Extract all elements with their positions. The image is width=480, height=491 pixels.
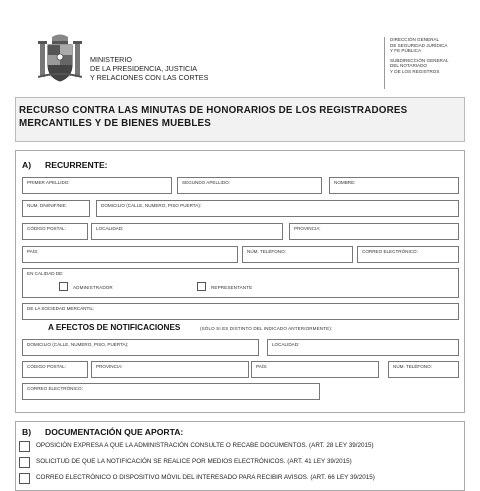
notif-pais-field[interactable] [251, 361, 379, 378]
nombre-field[interactable] [329, 177, 459, 194]
field-label: PAÍS: [27, 249, 39, 254]
sg-line: DEL NOTARIADO [390, 63, 428, 69]
sg-line: SUBDIRECCIÓN GENERAL [390, 57, 449, 63]
section-b-letter: B) [22, 427, 32, 437]
representante-label: REPRESENTANTE [211, 285, 253, 290]
field-label: CÓDIGO POSTAL: [27, 364, 66, 369]
section-b-heading: DOCUMENTACIÓN QUE APORTA: [45, 427, 184, 437]
administrador-checkbox[interactable] [59, 282, 68, 291]
dg-line: Y FE PÚBLICA [390, 48, 422, 54]
directorate-box [384, 37, 464, 89]
field-label: NOMBRE: [334, 180, 356, 185]
field-label: EN CALIDAD DE: [27, 271, 64, 276]
domicilio-field[interactable] [96, 200, 459, 217]
field-label: DOMICILIO (CALLE, NUMERO, PISO, PUERTA): [27, 342, 129, 347]
doc-item [19, 472, 459, 485]
segundo-apellido-field[interactable] [177, 177, 322, 194]
field-label: CORREO ELECTRÓNICO: [27, 386, 83, 391]
sg-line: Y DE LOS REGISTROS [390, 68, 440, 74]
en-calidad-field [22, 268, 459, 298]
notif-localidad-field[interactable] [267, 339, 459, 356]
field-label: NÚM. TELÉFONO: [393, 364, 432, 369]
correo-field[interactable] [357, 246, 459, 263]
notif-codigo-postal-field[interactable] [22, 361, 88, 378]
title-line: MERCANTILES Y DE BIENES MUEBLES [19, 117, 212, 129]
field-label: LOCALIDAD: [96, 226, 124, 231]
field-label: CÓDIGO POSTAL: [27, 226, 66, 231]
notif-domicilio-field[interactable] [22, 339, 259, 356]
dg-line: DIRECCIÓN GENERAL [390, 37, 440, 42]
dni-field[interactable] [22, 200, 90, 217]
doc-item-label: OPOSICIÓN EXPRESA A QUE LA ADMINISTRACIÓN CONSULTE O RECABE DOCUMENTOS. (ART. 28 LEY 39/2015) [36, 442, 374, 449]
notificaciones-note: (SÓLO SI ES DISTINTO DEL INDICADO ANTERIORMENTE): [200, 326, 333, 331]
representante-checkbox[interactable] [197, 282, 206, 291]
ministry-line: MINISTERIO [90, 55, 132, 64]
notif-telefono-field[interactable] [388, 361, 459, 378]
ministry-line: Y RELACIONES CON LAS CORTES [90, 73, 209, 82]
field-label: SEGUNDO APELLIDO: [182, 180, 230, 185]
field-label: NÚM. TELÉFONO: [247, 249, 286, 254]
sociedad-field[interactable] [22, 303, 459, 320]
doc-item-label: CORREO ELECTRÓNICO O DISPOSITIVO MÓVIL DEL INTERESADO PARA RECIBIR AVISOS. (ART. 66 LEY 39/2015) [36, 474, 375, 481]
field-label: NUM. DNI/NIF/NIE: [27, 203, 67, 208]
ministry-name [90, 55, 208, 82]
field-label: DOMICILIO (CALLE, NUMERO, PISO PUERTA): [101, 203, 202, 208]
administrador-label: ADMINISTRADOR [73, 285, 113, 290]
provincia-field[interactable] [289, 223, 459, 240]
pais-field[interactable] [22, 246, 238, 263]
field-label: PROVINCIA: [294, 226, 321, 231]
field-label: PROVINCIA: [96, 364, 123, 369]
field-label: LOCALIDAD: [272, 342, 300, 347]
doc-item-checkbox[interactable] [19, 441, 30, 452]
telefono-field[interactable] [242, 246, 353, 263]
doc-item [19, 440, 459, 453]
field-label: PAÍS: [256, 364, 268, 369]
notif-provincia-field[interactable] [91, 361, 249, 378]
primer-apellido-field[interactable] [22, 177, 172, 194]
notificaciones-heading: A EFECTOS DE NOTIFICACIONES [48, 323, 181, 332]
field-label: DE LA SOCIEDAD MERCANTIL: [27, 306, 95, 311]
form-title-box [15, 97, 465, 142]
ministry-line: DE LA PRESIDENCIA, JUSTICIA [90, 64, 198, 73]
notif-correo-field[interactable] [22, 383, 320, 400]
field-label: CORREO ELECTRÓNICO: [362, 249, 418, 254]
codigo-postal-field[interactable] [22, 223, 88, 240]
field-label: PRIMER APELLIDO: [27, 180, 70, 185]
doc-item-checkbox[interactable] [19, 473, 30, 484]
doc-item-label: SOLICITUD DE QUE LA NOTIFICACIÓN SE REALICE POR MEDIOS ELECTRÓNICOS. (ART. 41 LEY 39/2015) [36, 458, 352, 465]
dg-line: DE SEGURIDAD JURÍDICA [390, 42, 448, 48]
coat-of-arms-icon [38, 33, 82, 87]
section-a-heading: RECURRENTE: [45, 160, 108, 170]
title-line: RECURSO CONTRA LAS MINUTAS DE HONORARIOS DE LOS REGISTRADORES [19, 105, 408, 116]
doc-item [19, 456, 459, 469]
localidad-field[interactable] [91, 223, 283, 240]
doc-item-checkbox[interactable] [19, 457, 30, 468]
section-a-letter: A) [22, 160, 32, 170]
form-title [19, 105, 459, 130]
